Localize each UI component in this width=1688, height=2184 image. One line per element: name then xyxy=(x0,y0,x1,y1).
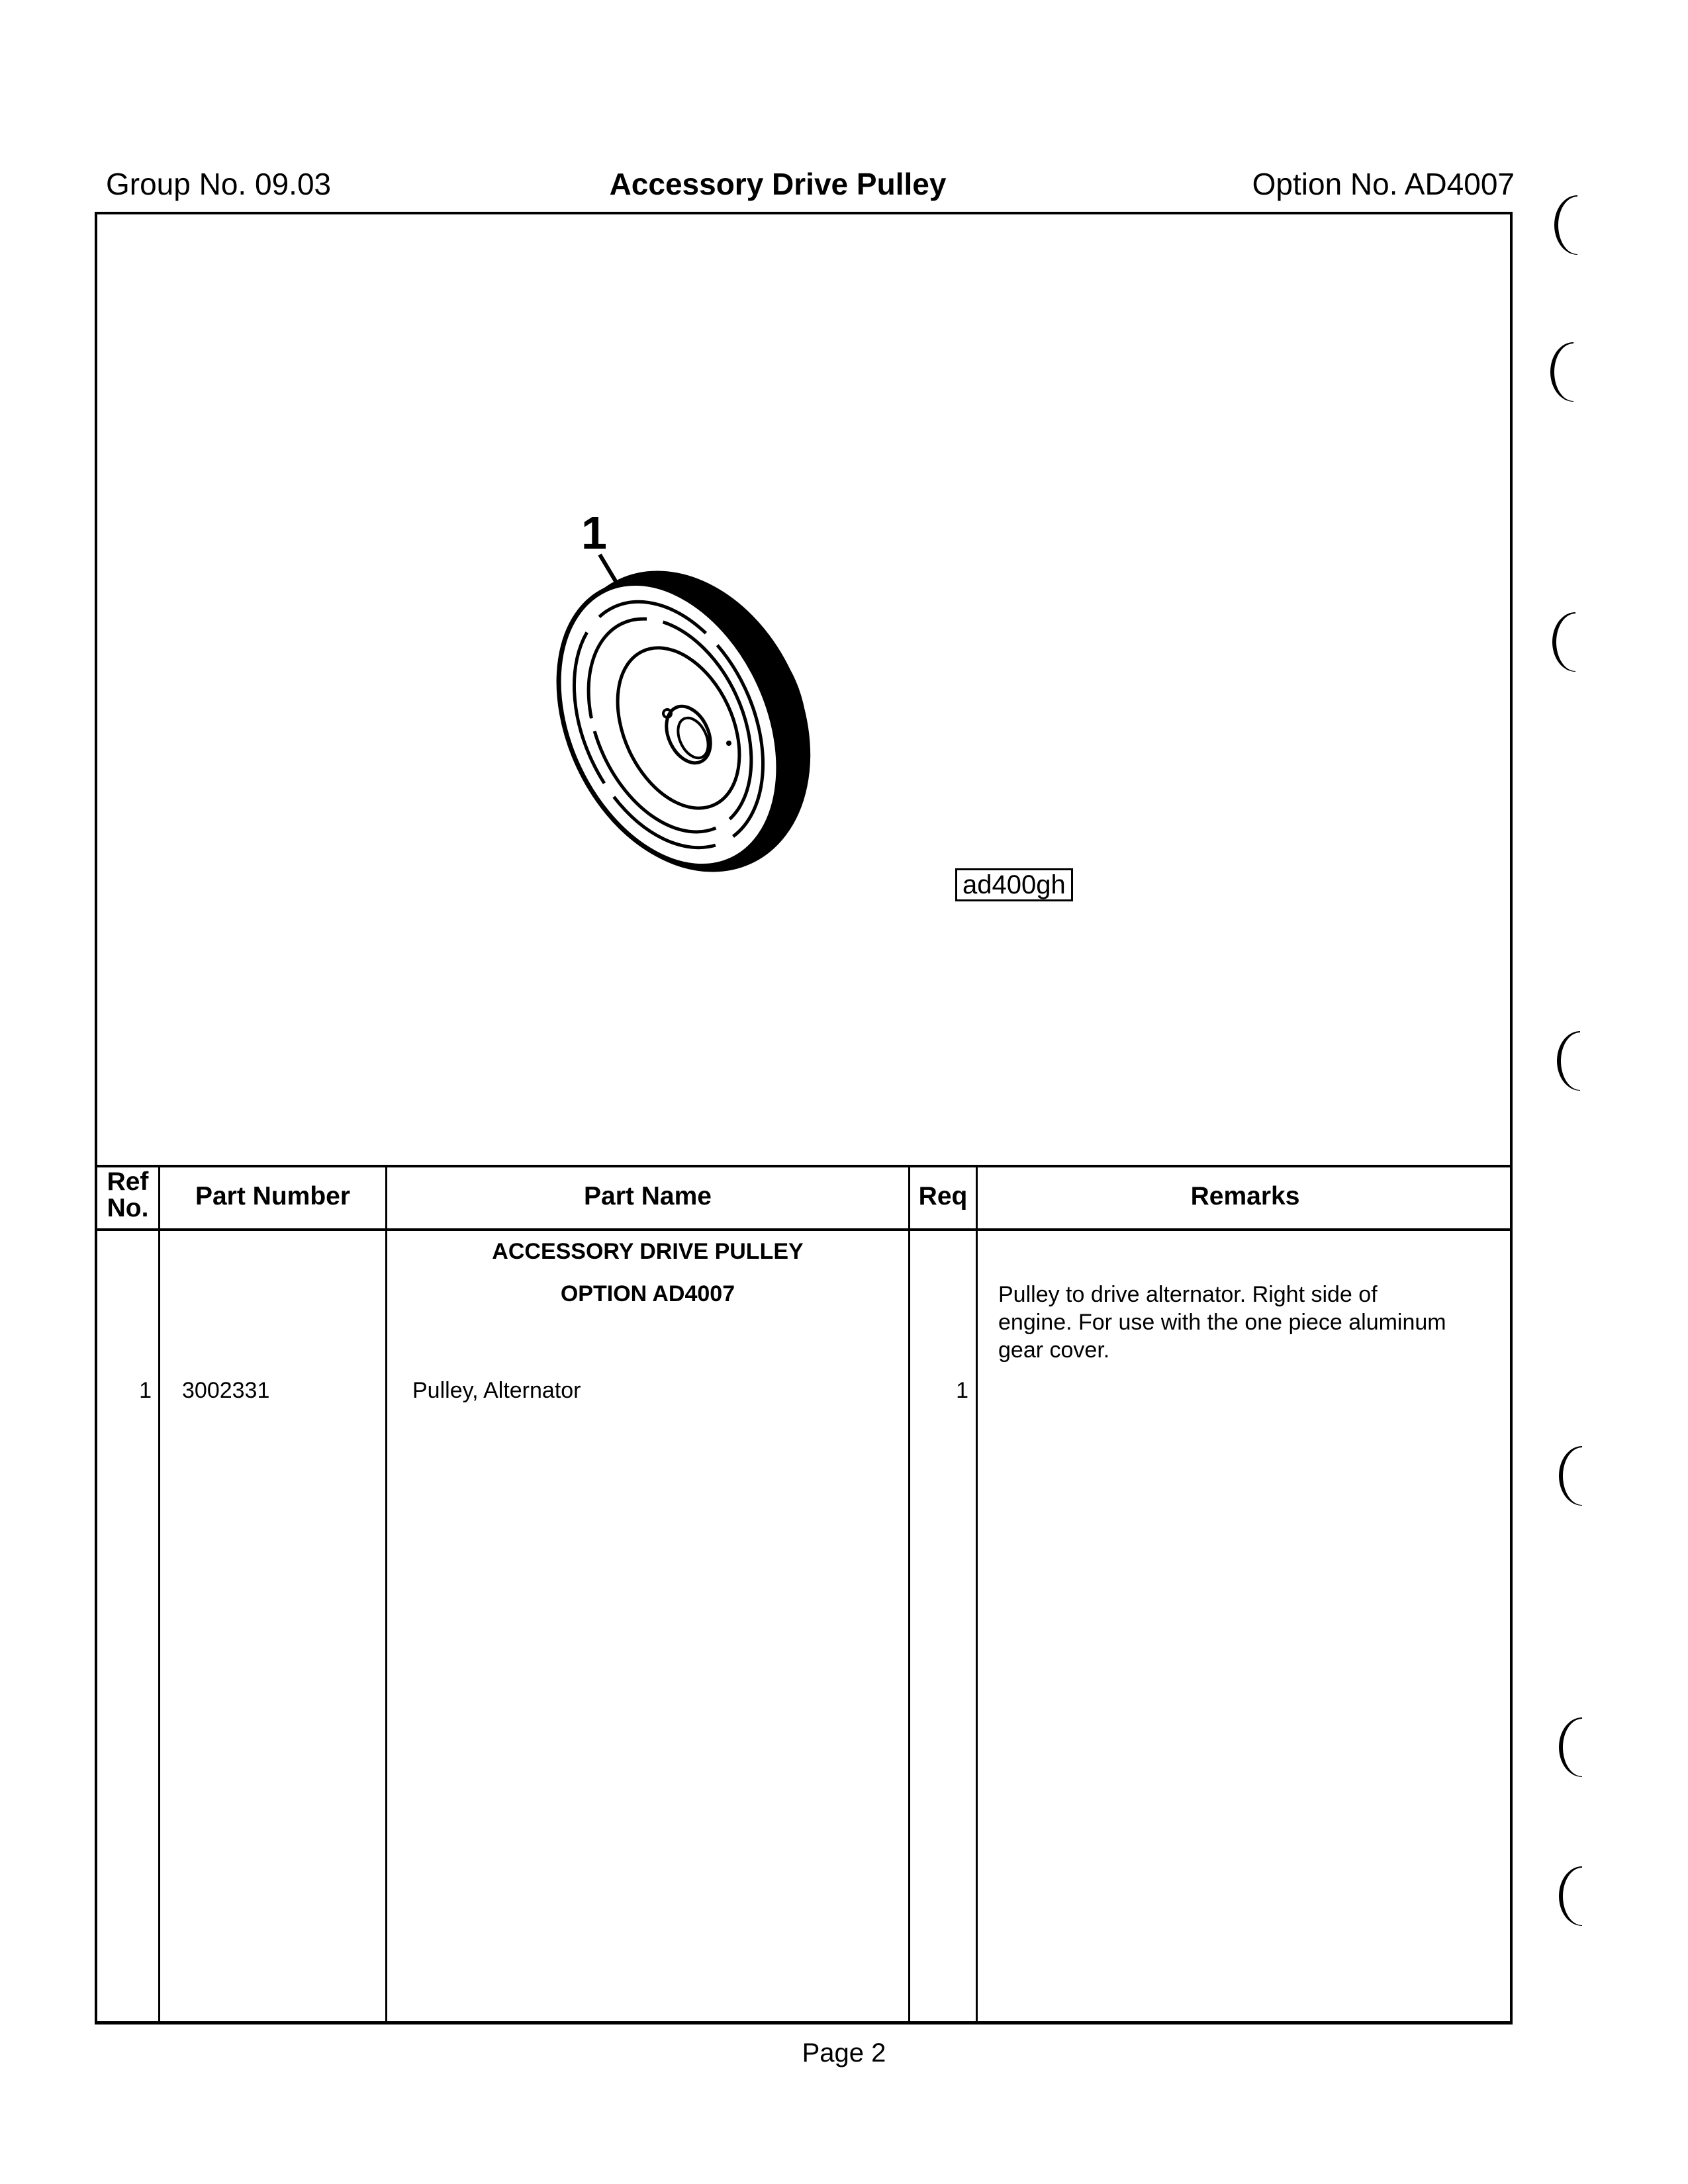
binder-hole-icon xyxy=(1552,612,1599,672)
ref-label: Ref xyxy=(107,1167,149,1196)
column-header-part-name: Part Name xyxy=(584,1182,712,1210)
callout-number: 1 xyxy=(581,507,607,559)
binder-hole-icon xyxy=(1550,342,1597,402)
remarks-line: engine. For use with the one piece aluminum xyxy=(998,1310,1446,1335)
req-cell: 1 xyxy=(956,1378,968,1403)
binder-hole-icon xyxy=(1557,1031,1603,1091)
option-number: Option No. AD4007 xyxy=(1252,167,1515,201)
remarks-line: Pulley to drive alternator. Right side of xyxy=(998,1282,1378,1307)
column-header-req: Req xyxy=(918,1182,968,1210)
binder-hole-icon xyxy=(1559,1446,1605,1506)
column-header-remarks: Remarks xyxy=(1190,1182,1300,1210)
remarks-text xyxy=(998,1281,1508,1364)
binder-hole-icon xyxy=(1559,1717,1605,1777)
ref-no-cell: 1 xyxy=(139,1378,152,1403)
column-header-part-number: Part Number xyxy=(195,1182,351,1210)
group-number: Group No. 09.03 xyxy=(106,167,332,201)
column-divider xyxy=(976,1166,978,2024)
remarks-line: gear cover. xyxy=(998,1338,1110,1363)
column-header-ref-no xyxy=(97,1169,158,1222)
section-option: OPTION AD4007 xyxy=(560,1281,735,1306)
page-title: Accessory Drive Pulley xyxy=(609,167,947,201)
section-title: ACCESSORY DRIVE PULLEY xyxy=(492,1239,804,1264)
no-label: No. xyxy=(107,1194,149,1222)
table-bottom-border xyxy=(95,2021,1513,2025)
column-divider xyxy=(158,1166,160,2024)
pulley-illustration-icon xyxy=(516,529,821,900)
table-header-divider xyxy=(95,1228,1513,1231)
binder-hole-icon xyxy=(1554,195,1601,255)
table-top-border xyxy=(95,1165,1513,1167)
figure-label: ad400gh xyxy=(955,868,1073,901)
part-number-cell: 3002331 xyxy=(182,1378,270,1403)
binder-hole-icon xyxy=(1559,1866,1605,1926)
column-divider xyxy=(908,1166,910,2024)
page-number: Page 2 xyxy=(802,2038,886,2068)
part-name-cell: Pulley, Alternator xyxy=(412,1378,581,1403)
